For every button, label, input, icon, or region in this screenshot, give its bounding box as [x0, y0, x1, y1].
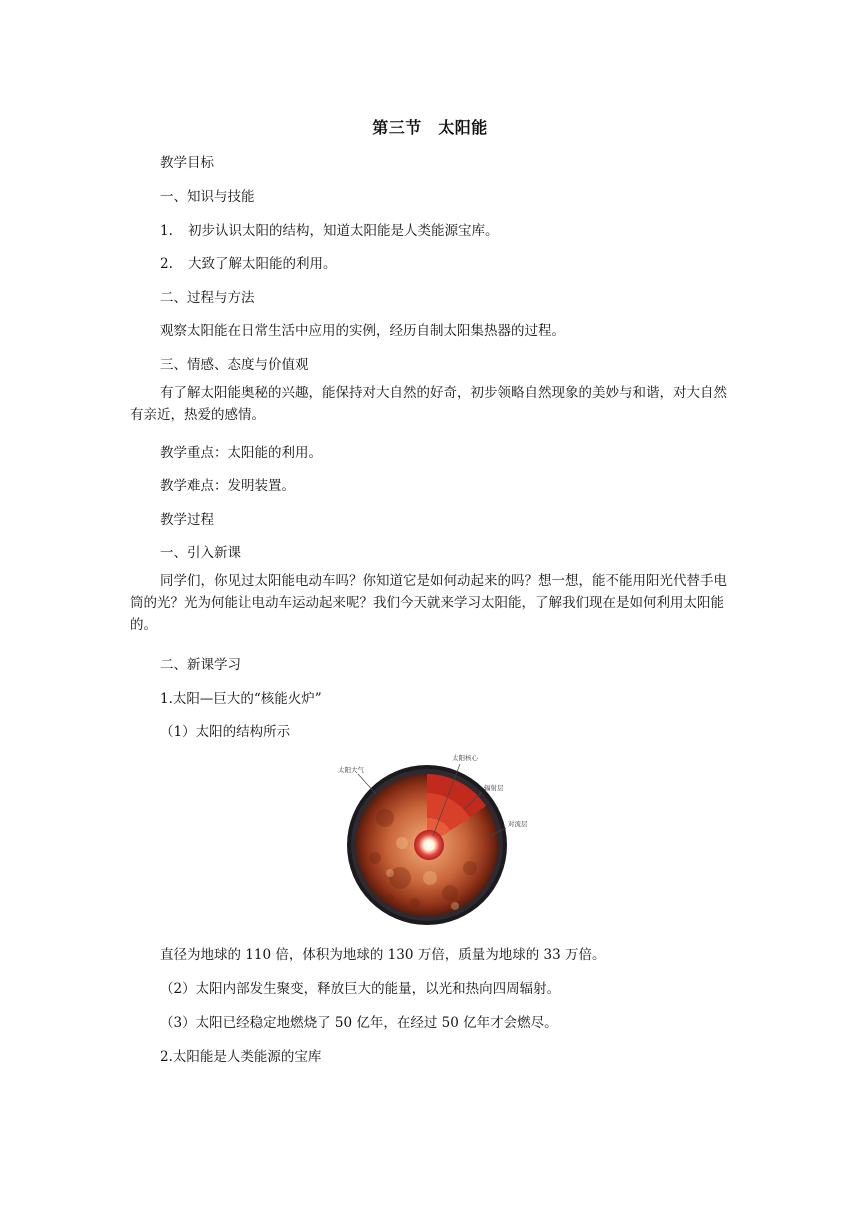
- list-item-number: 1.: [160, 223, 173, 239]
- subsection-1-heading: 1.太阳—巨大的“核能火炉”: [160, 691, 322, 707]
- label-radiation-layer: 辐射层: [484, 784, 504, 792]
- part-1-heading: 一、引入新课: [160, 545, 241, 561]
- label-sun-atmosphere: 太阳大气: [338, 766, 364, 774]
- list-item-number: 2.: [160, 256, 173, 272]
- section-1-heading: 一、知识与技能: [160, 189, 255, 205]
- list-item: [160, 252, 337, 272]
- process-heading: 教学过程: [160, 512, 214, 528]
- difficult-point: 教学难点：发明装置。: [160, 478, 295, 494]
- lifetime-text: （3）太阳已经稳定地燃烧了 50 亿年，在经过 50 亿年才会燃尽。: [160, 1015, 558, 1031]
- fusion-text: （2）太阳内部发生聚变，释放巨大的能量，以光和热向四周辐射。: [160, 981, 561, 997]
- list-item-text: 初步认识太阳的结构，知道太阳能是人类能源宝库。: [188, 223, 499, 239]
- sun-facts: 直径为地球的 110 倍，体积为地球的 130 万倍，质量为地球的 33 万倍。: [160, 947, 606, 963]
- section-3-heading: 三、情感、态度与价值观: [160, 357, 309, 373]
- goals-heading: 教学目标: [160, 155, 214, 171]
- sun-structure-illustration: [330, 748, 535, 928]
- section-3-paragraph: 有了解太阳能奥秘的兴趣，能保持对大自然的好奇，初步领略自然现象的美妙与和谐，对大自然有亲近，热爱的感情。: [130, 385, 727, 423]
- part-2-heading: 二、新课学习: [160, 657, 241, 673]
- section-2-text: 观察太阳能在日常生活中应用的实例，经历自制太阳集热器的过程。: [160, 323, 565, 339]
- intro-paragraph: 同学们，你见过太阳能电动车吗？你知道它是如何动起来的吗？想一想，能不能用阳光代替手电筒的光？光为何能让电动车运动起来呢？我们今天就来学习太阳能，了解我们现在是如何利用太阳能的。: [130, 573, 727, 633]
- sun-structure-figure: [330, 748, 535, 928]
- label-sun-core: 太阳核心: [452, 754, 478, 762]
- label-convection-layer: 对流层: [508, 820, 528, 828]
- list-item-text: 大致了解太阳能的利用。: [188, 256, 337, 272]
- page-title: 第三节 太阳能: [372, 118, 488, 137]
- sun-structure-caption: （1）太阳的结构所示: [160, 724, 291, 740]
- section-2-heading: 二、过程与方法: [160, 290, 255, 306]
- list-item: [160, 219, 499, 239]
- subsection-2-heading: 2.太阳能是人类能源的宝库: [160, 1049, 322, 1065]
- key-point: 教学重点：太阳能的利用。: [160, 445, 322, 461]
